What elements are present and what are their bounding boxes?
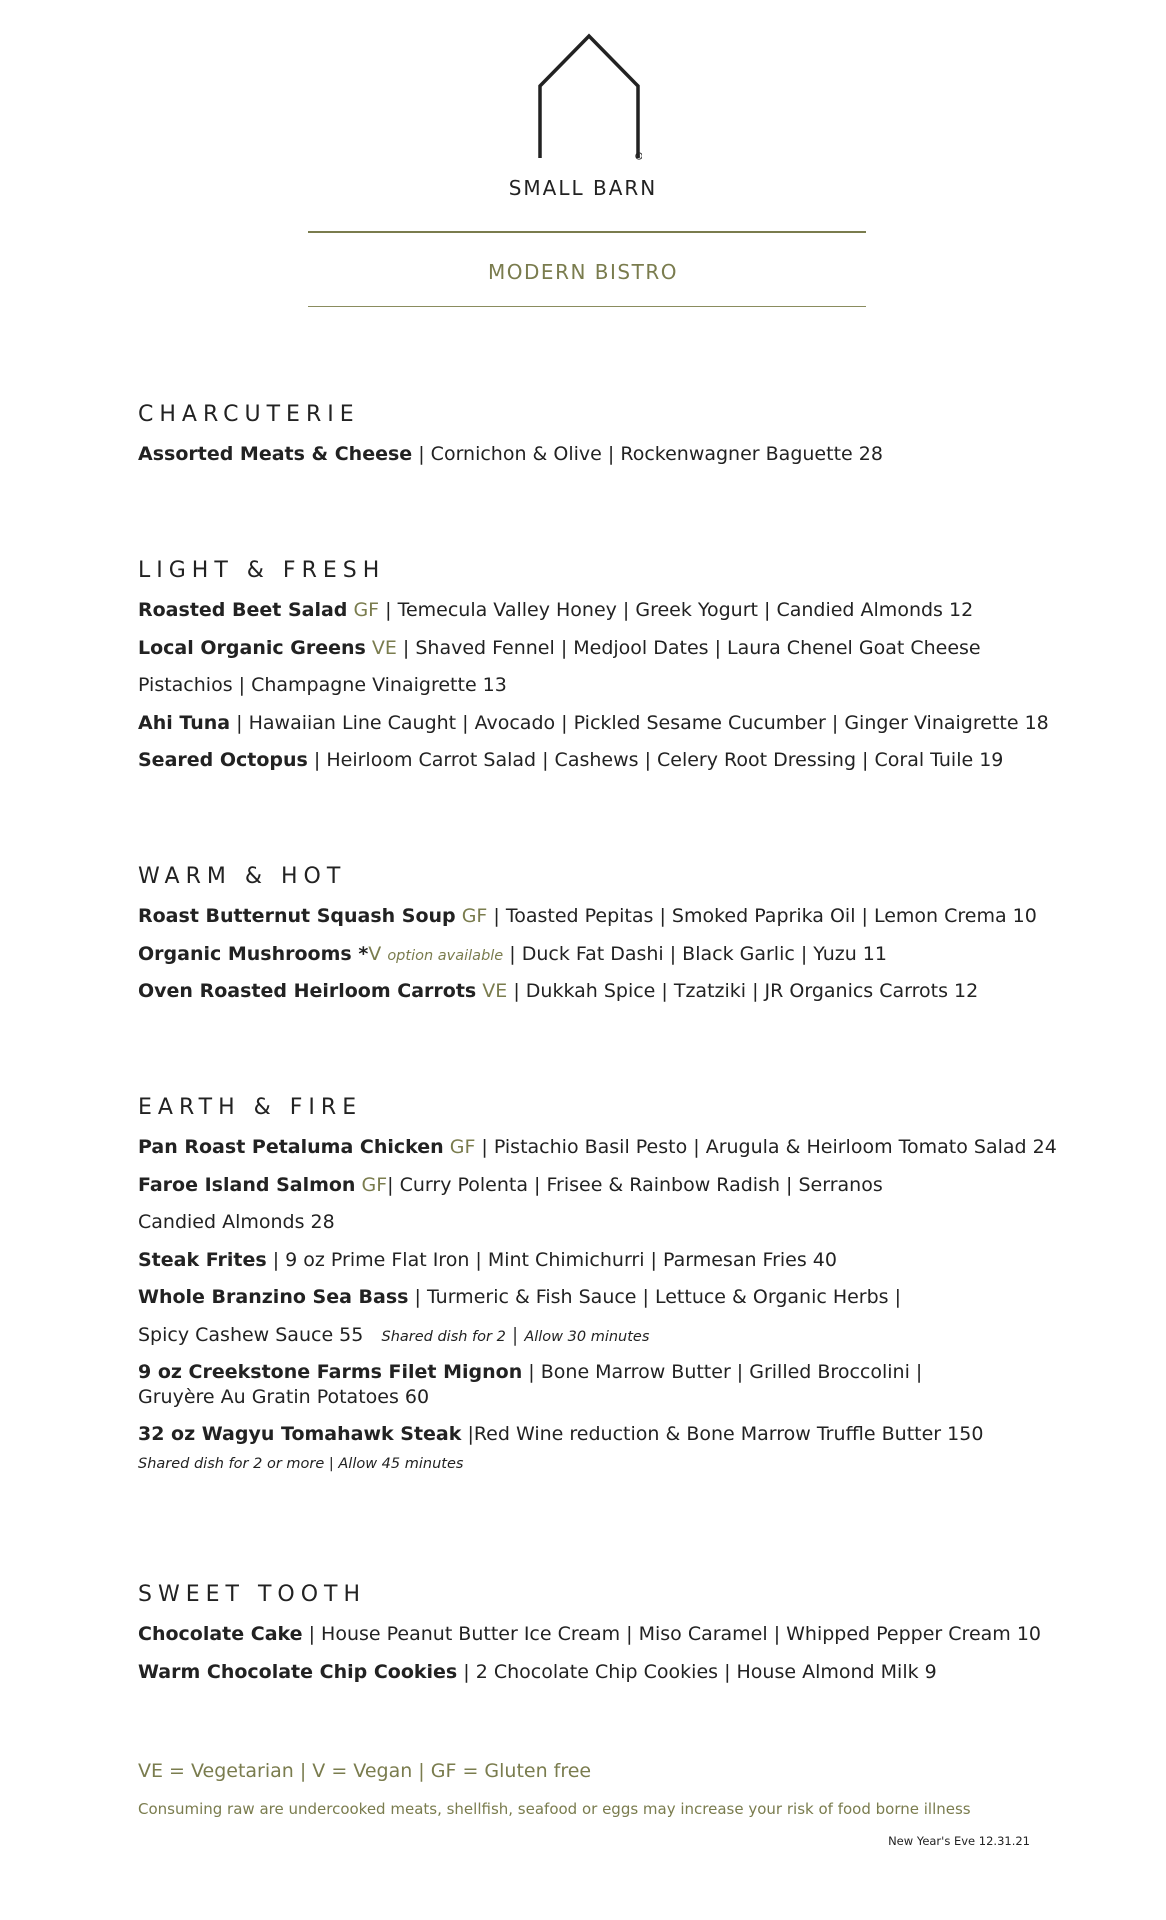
menu-item [138,1654,1038,1692]
menu-item [138,1167,1038,1205]
header-rule-top [308,231,866,233]
header-rule-bottom [308,306,866,307]
item-name: Seared Octopus [138,749,308,771]
item-name: Whole Branzino Sea Bass [138,1286,409,1308]
item-details: | Curry Polenta | Frisee & Rainbow Radish | Serranos [387,1173,883,1196]
svg-text:R: R [637,153,641,159]
food-safety-disclaimer: Consuming raw are undercooked meats, shellfish, seafood or eggs may increase your risk of food borne illness [138,1800,971,1818]
section-title: LIGHT & FRESH [138,558,386,583]
item-details: | Hawaiian Line Caught | Avocado | Pickled Sesame Cucumber | Ginger Vinaigrette 18 [236,711,1049,734]
diet-tag: VE [371,636,397,659]
menu-item [138,1616,1042,1654]
item-name: Ahi Tuna [138,711,231,734]
share-note: Shared dish for 2 or more | Allow 45 minutes [138,1455,464,1472]
menu-date: New Year's Eve 12.31.21 [888,1834,1030,1848]
item-name: Steak Frites [138,1248,267,1271]
item-name: Warm Chocolate Chip Cookies [138,1660,458,1683]
menu-item-continued: Spicy Cashew Sauce 55 Shared dish for 2 | Allow 30 minutes [138,1323,650,1346]
barn-logo [536,32,642,162]
section-title: EARTH & FIRE [138,1095,363,1120]
item-details: | Cornichon & Olive | Rockenwagner Baguette 28 [418,443,883,465]
brand-name: SMALL BARN [508,176,658,200]
time-note: Allow 30 minutes [524,1328,650,1345]
item-details: | Duck Fat Dashi | Black Garlic | Yuzu 11 [509,942,887,965]
diet-legend: VE = Vegetarian | V = Vegan | GF = Gluten free [138,1760,592,1782]
item-name: Organic Mushrooms * [138,942,369,965]
menu-item [138,436,1038,474]
menu-item [138,1129,1057,1167]
menu-item [138,742,1038,780]
item-name: Pan Roast Petaluma Chicken [138,1136,444,1158]
tagline: MODERN BISTRO [488,260,678,284]
item-details: | Bone Marrow Butter | Grilled Broccolini | Gruyère Au Gratin Potatoes 60 [138,1361,923,1408]
item-details: Spicy Cashew Sauce 55 [138,1323,364,1346]
section-earth-fire [138,1093,1057,1474]
section-warm-hot [138,862,1038,1011]
menu-item-continued [138,667,1038,705]
item-details: | Temecula Valley Honey | Greek Yogurt | Candied Almonds 12 [385,599,974,621]
item-details: | Toasted Pepitas | Smoked Paprika Oil | Lemon Crema 10 [493,905,1037,927]
section-title: SWEET TOOTH [138,1582,367,1607]
item-details: | Dukkah Spice | Tzatziki | JR Organics Carrots 12 [513,980,979,1002]
item-details: | House Peanut Butter Ice Cream | Miso Caramel | Whipped Pepper Cream 10 [308,1623,1042,1645]
section-title: CHARCUTERIE [138,402,360,427]
item-details: | 2 Chocolate Chip Cookies | House Almond Milk 9 [463,1660,937,1683]
menu-item [138,936,1038,974]
item-name: 9 oz Creekstone Farms Filet Mignon [138,1361,523,1383]
menu-item [138,1242,1038,1280]
item-details: |Red Wine reduction & Bone Marrow Truffle Butter 150 [467,1423,984,1445]
menu-item [138,630,1038,668]
item-name: Roast Butternut Squash Soup [138,905,456,927]
item-name: Oven Roasted Heirloom Carrots [138,980,477,1002]
diet-tag: V [368,942,382,965]
item-name: Chocolate Cake [138,1623,303,1645]
section-sweet-tooth [138,1580,1042,1691]
menu-item [138,1279,1038,1317]
menu-item [138,1354,998,1416]
diet-tag: GF [361,1173,388,1196]
menu-item [138,705,1049,743]
item-name: 32 oz Wagyu Tomahawk Steak [138,1423,462,1445]
item-details: | Shaved Fennel | Medjool Dates | Laura Chenel Goat Cheese [402,636,981,659]
item-details: | 9 oz Prime Flat Iron | Mint Chimichurri | Parmesan Fries 40 [272,1248,837,1271]
menu-item-continued [138,1204,1038,1242]
item-details: Candied Almonds 28 [138,1211,335,1233]
option-note: option available [387,947,504,964]
item-name: Faroe Island Salmon [138,1173,356,1196]
menu-item [138,898,1038,936]
diet-tag: GF [353,599,380,621]
share-note: Shared dish for 2 [381,1328,506,1345]
item-name: Assorted Meats & Cheese [138,443,413,465]
item-details: | Pistachio Basil Pesto | Arugula & Heirloom Tomato Salad 24 [481,1136,1057,1158]
menu-item [138,973,1038,1011]
diet-tag: VE [482,980,508,1002]
menu-item [138,592,1038,630]
section-title: WARM & HOT [138,864,347,889]
diet-tag: GF [461,905,488,927]
item-details: | Turmeric & Fish Sauce | Lettuce & Organic Herbs | [414,1286,902,1308]
menu-item [138,1416,1038,1454]
item-name: Local Organic Greens [138,636,366,659]
item-details: | Heirloom Carrot Salad | Cashews | Celery Root Dressing | Coral Tuile 19 [313,749,1004,771]
section-charcuterie [138,400,1038,474]
diet-tag: GF [449,1136,476,1158]
item-details: Pistachios | Champagne Vinaigrette 13 [138,674,507,696]
item-name: Roasted Beet Salad [138,599,348,621]
section-light-fresh [138,556,1049,780]
